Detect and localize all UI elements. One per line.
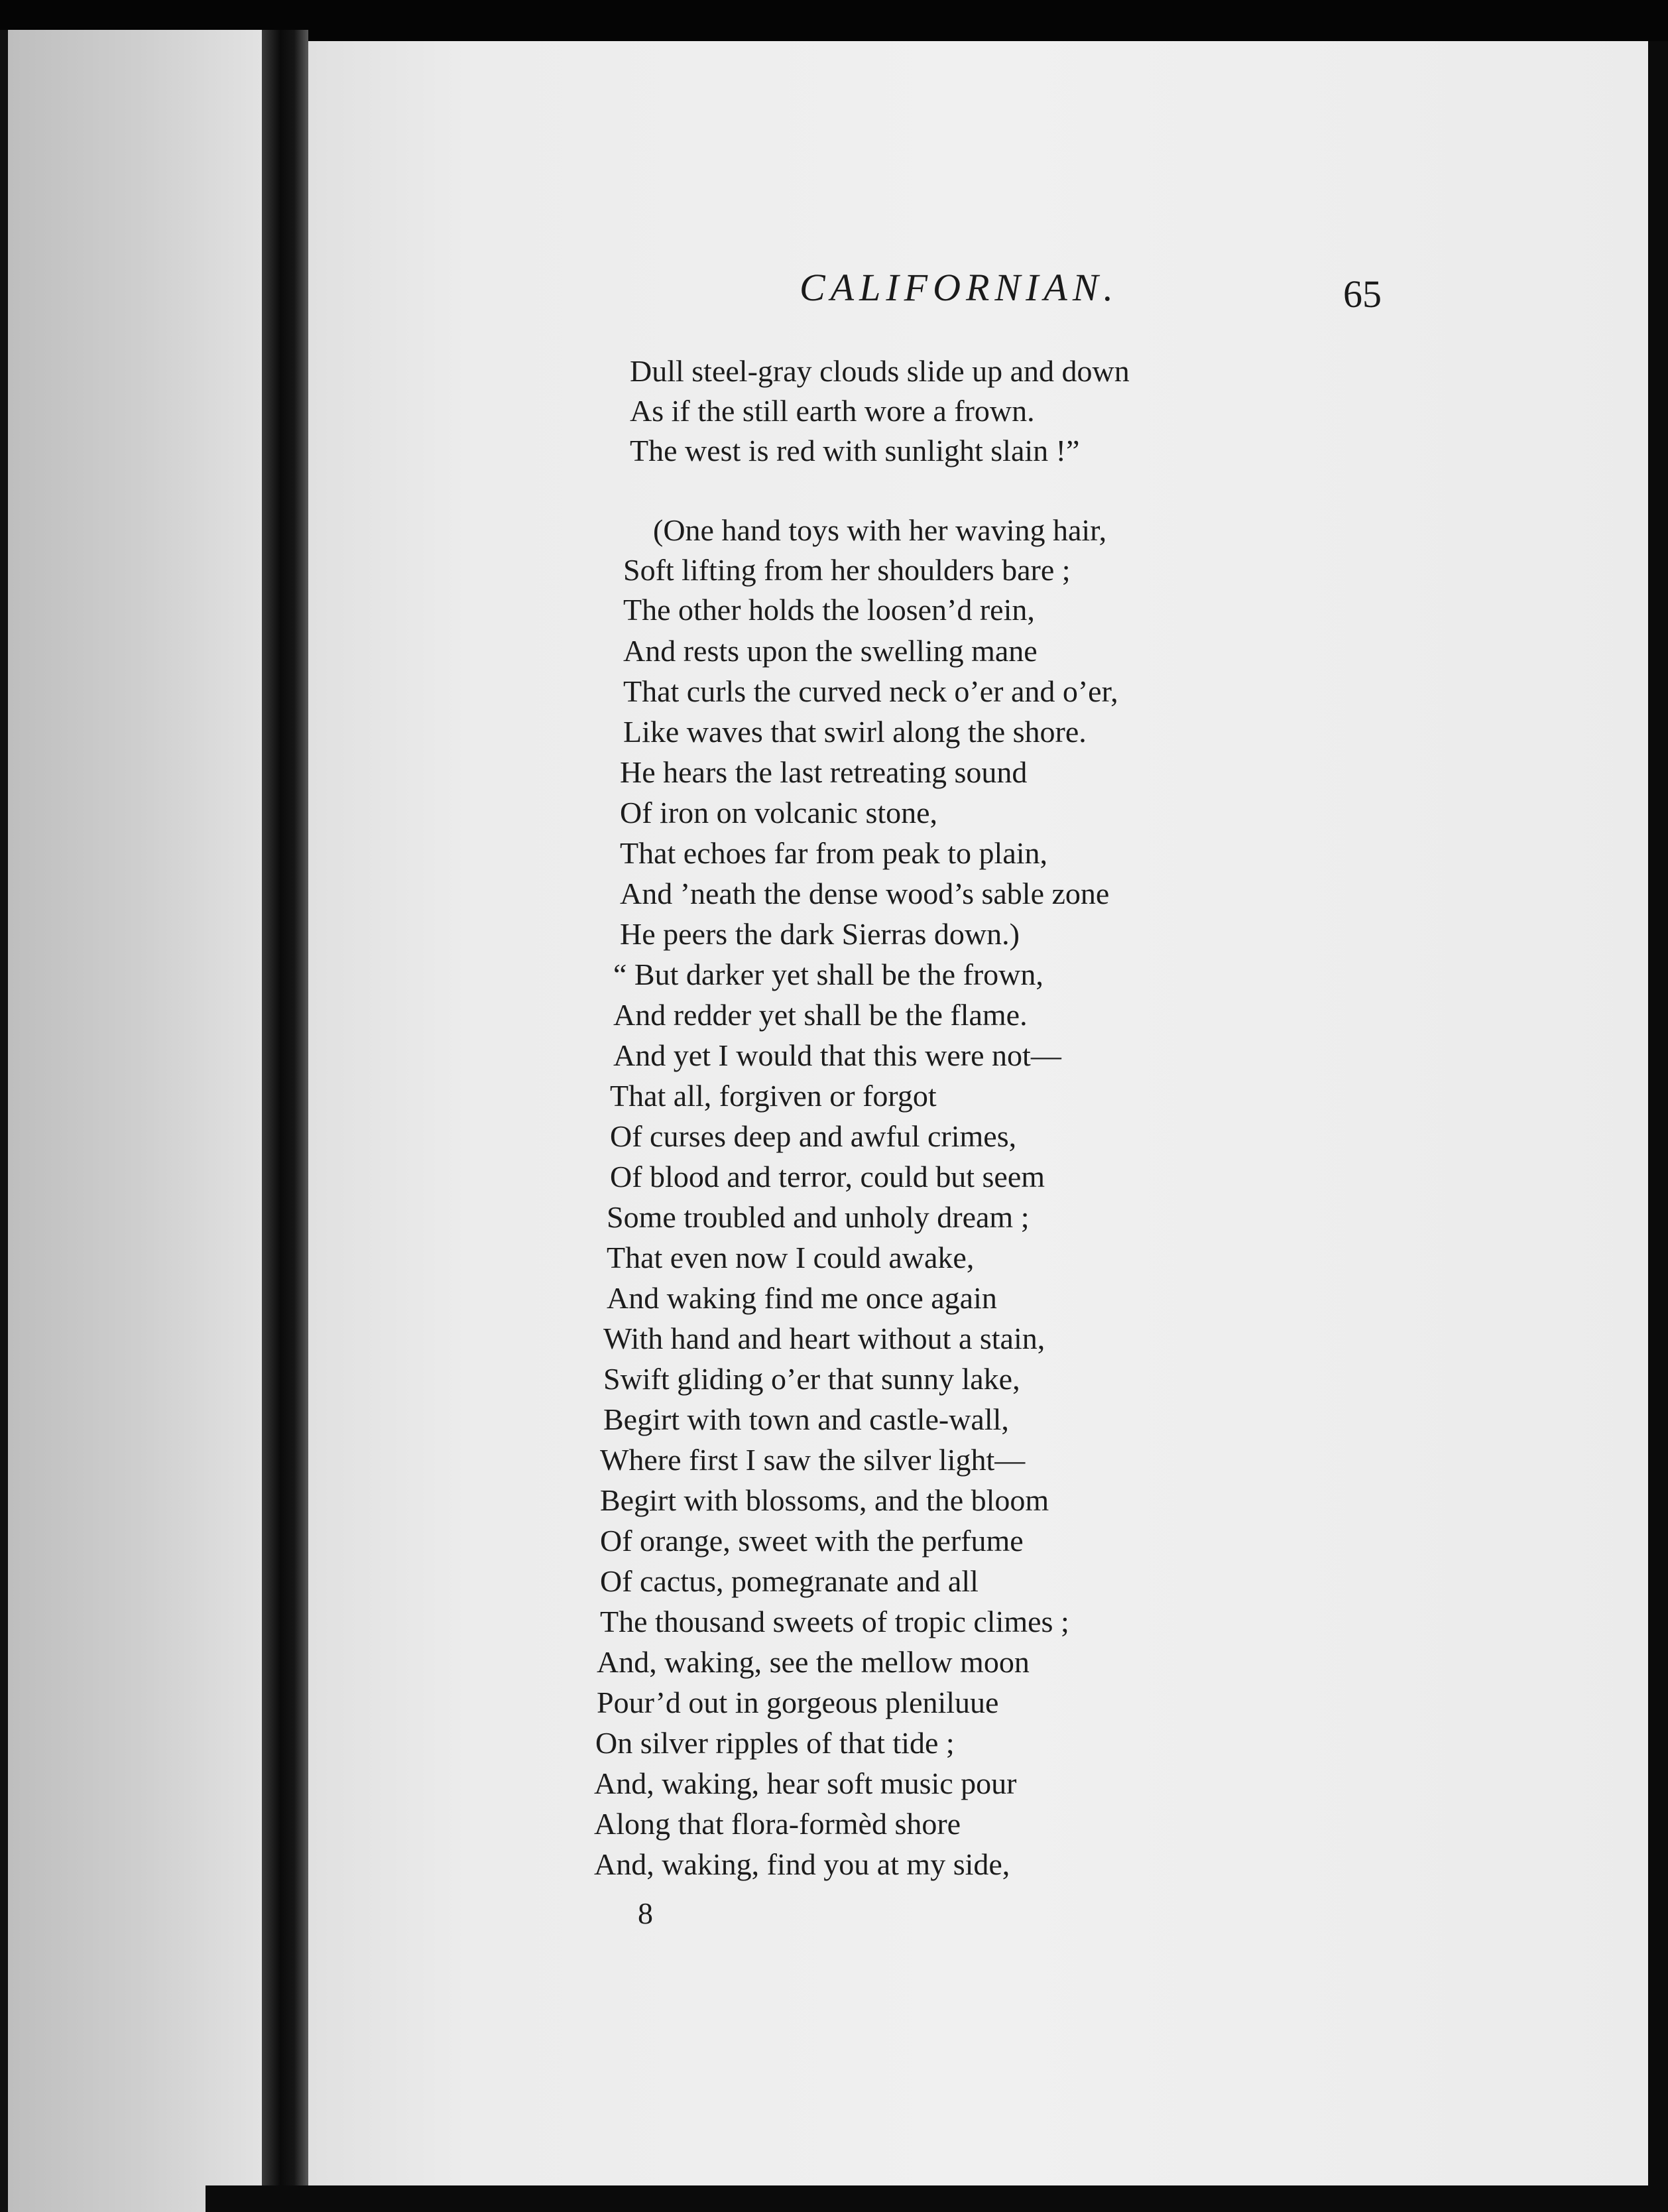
running-head: CALIFORNIAN. xyxy=(800,266,1119,309)
poem-line: With hand and heart without a stain, xyxy=(603,1321,1045,1355)
poem-line: Of blood and terror, could but seem xyxy=(610,1160,1045,1194)
poem-line: Dull steel-gray clouds slide up and down xyxy=(630,354,1130,388)
poem-line: That curls the curved neck o’er and o’er, xyxy=(623,674,1118,708)
facing-page-left xyxy=(0,30,262,2212)
poem-line: (One hand toys with her waving hair, xyxy=(653,513,1107,547)
poem-line: He hears the last retreating sound xyxy=(620,755,1028,789)
poem-line: And, waking, hear soft music pour xyxy=(594,1766,1017,1800)
page-number: 65 xyxy=(1343,273,1382,316)
poem-line: The west is red with sunlight slain !” xyxy=(630,434,1080,467)
poem-line: Of orange, sweet with the perfume xyxy=(600,1524,1024,1558)
scan-border-right xyxy=(1648,41,1668,2212)
poem-line: Soft lifting from her shoulders bare ; xyxy=(623,553,1071,587)
signature-mark: 8 xyxy=(638,1896,653,1930)
poem-line: Where first I saw the silver light— xyxy=(600,1443,1026,1477)
poem-line: And, waking, see the mellow moon xyxy=(597,1645,1030,1679)
scan-border-bottom xyxy=(206,2185,1668,2212)
poem-line: Of iron on volcanic stone, xyxy=(620,796,938,830)
poem-line: Some troubled and unholy dream ; xyxy=(607,1200,1030,1234)
poem-line: And rests upon the swelling mane xyxy=(623,634,1038,668)
poem-line: And redder yet shall be the flame. xyxy=(613,998,1028,1032)
poem-line: Along that flora-formèd shore xyxy=(594,1807,961,1841)
poem-line: That all, forgiven or forgot xyxy=(610,1079,937,1113)
poem-line: Begirt with town and castle-wall, xyxy=(603,1402,1009,1436)
poem-line: That even now I could awake, xyxy=(607,1241,975,1274)
poem-line: On silver ripples of that tide ; xyxy=(595,1726,955,1760)
book-gutter xyxy=(262,30,308,2212)
poem-line: As if the still earth wore a frown. xyxy=(630,394,1035,428)
poem-line: Of curses deep and awful crimes, xyxy=(610,1119,1017,1153)
poem-line: Swift gliding o’er that sunny lake, xyxy=(603,1362,1020,1396)
poem-line: And yet I would that this were not— xyxy=(613,1038,1061,1072)
poem-line: And ’neath the dense wood’s sable zone xyxy=(620,877,1110,910)
poem-line: Of cactus, pomegranate and all xyxy=(600,1564,979,1598)
poem-line: And, waking, find you at my side, xyxy=(594,1847,1010,1881)
poem-line: He peers the dark Sierras down.) xyxy=(620,917,1020,951)
poem-line: The thousand sweets of tropic climes ; xyxy=(600,1605,1069,1638)
poem-line: Like waves that swirl along the shore. xyxy=(623,715,1087,749)
poem-line: “ But darker yet shall be the frown, xyxy=(613,957,1043,991)
poem-line: The other holds the loosen’d rein, xyxy=(623,593,1035,627)
poem-line: Pour’d out in gorgeous pleniluue xyxy=(597,1686,999,1719)
poem-line: And waking find me once again xyxy=(607,1281,997,1315)
poem-line: That echoes far from peak to plain, xyxy=(620,836,1048,870)
poem-line: Begirt with blossoms, and the bloom xyxy=(600,1483,1049,1517)
facing-page-edge xyxy=(0,30,8,2212)
